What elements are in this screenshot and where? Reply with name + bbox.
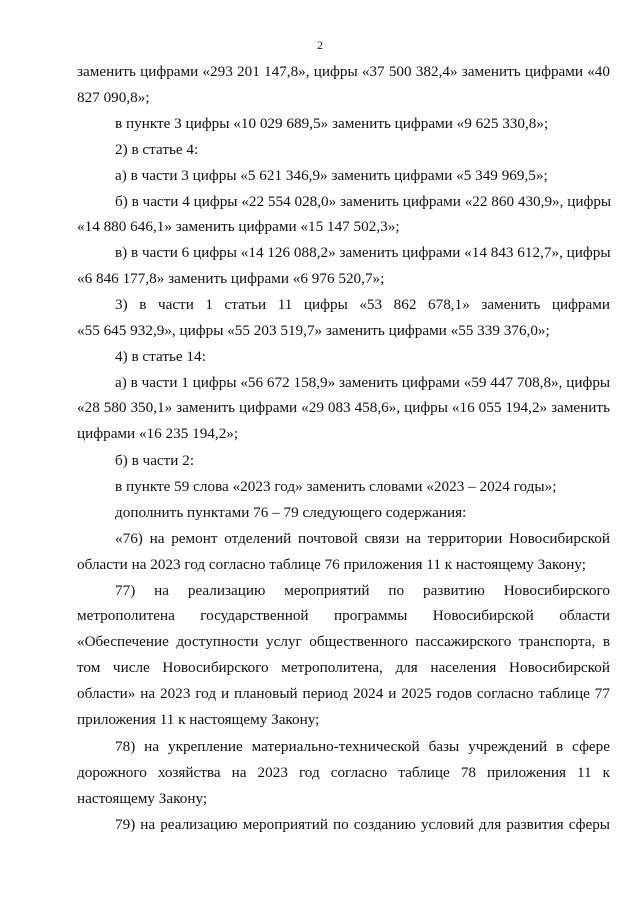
page-number: 2 <box>317 38 323 52</box>
text-line: 4) в статье 14: <box>115 348 206 365</box>
text-line: «Обеспечение доступности услуг общественного пассажирского транспорта, в <box>77 633 610 650</box>
text-line: дополнить пунктами 76 – 79 следующего содержания: <box>115 504 467 521</box>
text-line: «76) на ремонт отделений почтовой связи на территории Новосибирской <box>115 530 610 547</box>
text-line: а) в части 3 цифры «5 621 346,9» заменить цифрами «5 349 969,5»; <box>115 167 548 184</box>
text-line: «14 880 646,1» заменить цифрами «15 147 502,3»; <box>77 218 400 235</box>
text-line: 78) на укрепление материально-технической базы учреждений в сфере <box>115 738 610 755</box>
text-line: в) в части 6 цифры «14 126 088,2» заменить цифрами «14 843 612,7», цифры <box>115 244 611 261</box>
text-line: «6 846 177,8» заменить цифрами «6 976 520,7»; <box>77 270 385 287</box>
text-line: 2) в статье 4: <box>115 141 199 158</box>
text-line: «28 580 350,1» заменить цифрами «29 083 458,6», цифры «16 055 194,2» заменить <box>77 399 610 416</box>
text-line: в пункте 59 слова «2023 год» заменить словами «2023 – 2024 годы»; <box>115 478 557 495</box>
text-line: том числе Новосибирского метрополитена, для населения Новосибирской <box>77 659 610 676</box>
text-line: а) в части 1 цифры «56 672 158,9» заменить цифрами «59 447 708,8», цифры <box>115 374 611 391</box>
text-line: заменить цифрами «293 201 147,8», цифры «37 500 382,4» заменить цифрами «40 <box>77 63 610 80</box>
text-line: 3) в части 1 статьи 11 цифры «53 862 678,1» заменить цифрами <box>115 296 610 313</box>
text-line: в пункте 3 цифры «10 029 689,5» заменить цифрами «9 625 330,8»; <box>115 115 549 132</box>
text-line: метрополитена государственной программы Новосибирской области <box>77 607 610 624</box>
text-line: б) в части 4 цифры «22 554 028,0» заменить цифрами «22 860 430,9», цифры <box>115 193 612 210</box>
text-line: цифрами «16 235 194,2»; <box>77 425 239 442</box>
text-line: 827 090,8»; <box>77 89 150 106</box>
text-line: области на 2023 год согласно таблице 76 приложения 11 к настоящему Закону; <box>77 556 586 573</box>
text-line: дорожного хозяйства на 2023 год согласно таблице 78 приложения 11 к <box>77 764 610 781</box>
text-line: 79) на реализацию мероприятий по созданию условий для развития сферы <box>115 816 610 833</box>
text-line: настоящему Закону; <box>77 790 208 807</box>
text-line: 77) на реализацию мероприятий по развитию Новосибирского <box>115 582 610 599</box>
text-line: приложения 11 к настоящему Закону; <box>77 711 320 728</box>
text-line: б) в части 2: <box>115 452 195 469</box>
text-line: «55 645 932,9», цифры «55 203 519,7» заменить цифрами «55 339 376,0»; <box>77 322 550 339</box>
text-line: области» на 2023 год и плановый период 2024 и 2025 годов согласно таблице 77 <box>77 685 610 702</box>
